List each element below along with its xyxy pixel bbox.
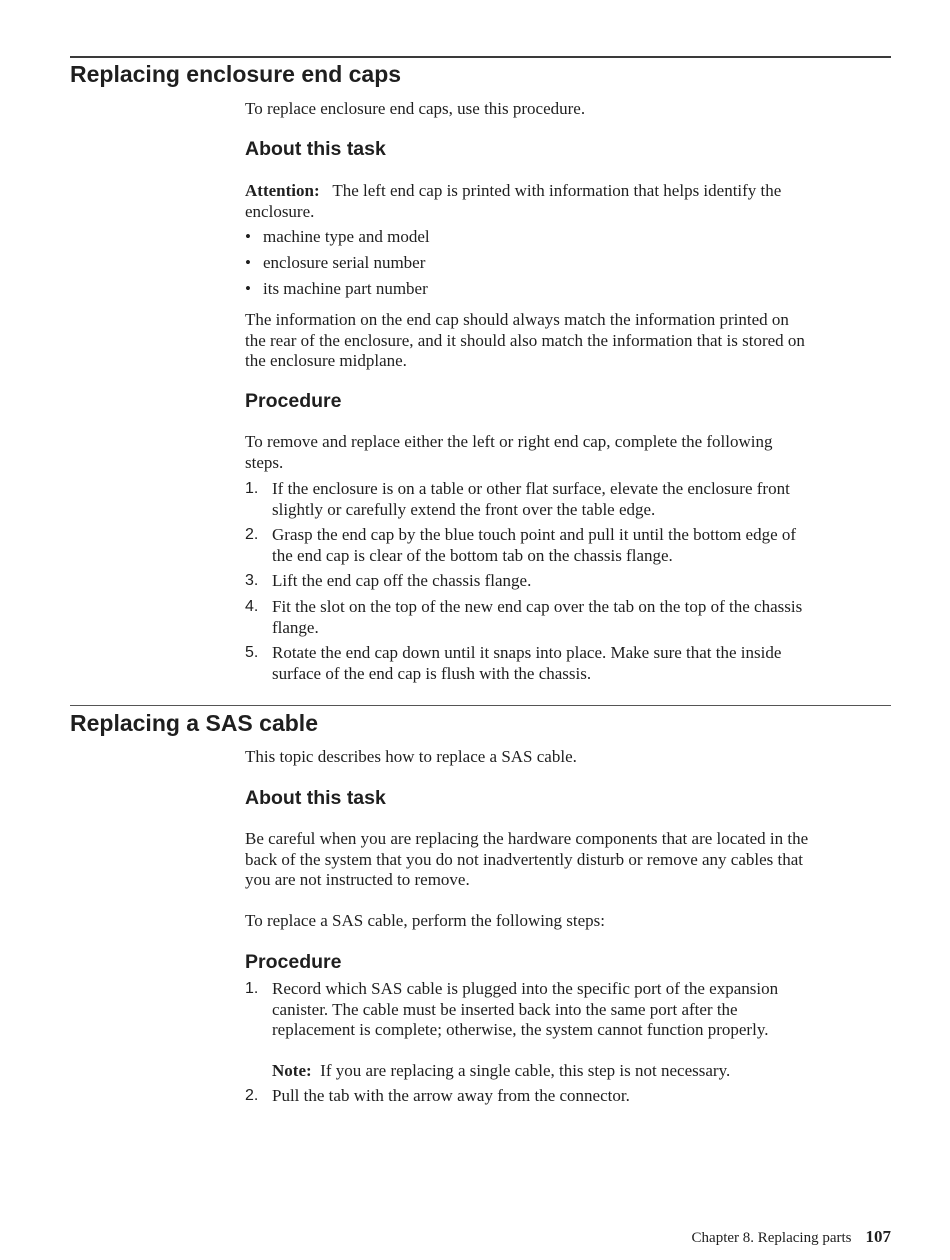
bullet-marker: • <box>245 253 251 272</box>
step-number: 1. <box>245 980 259 997</box>
paragraph-line: The information on the end cap should always match the information printed on <box>245 310 789 329</box>
paragraph-line: Be careful when you are replacing the hardware components that are located in the <box>245 829 809 848</box>
info-paragraph <box>245 310 893 372</box>
step-text: If the enclosure is on a table or other flat surface, elevate the enclosure front slightly or carefully extend the front over the table edge. <box>272 479 790 519</box>
section-title: Replacing a SAS cable <box>70 710 318 736</box>
bullet-marker: • <box>245 279 251 298</box>
step-number: 1. <box>245 480 259 497</box>
note-label: Note: <box>272 1061 312 1080</box>
bullet-marker: • <box>245 227 251 246</box>
paragraph-line: back of the system that you do not inadvertently disturb or remove any cables that <box>245 849 804 869</box>
note-text-wrapper <box>272 1061 730 1082</box>
step-number: 2. <box>245 1087 259 1104</box>
paragraph-line: To remove and replace either the left or right end cap, complete the following <box>245 432 773 451</box>
step-text: Grasp the end cap by the blue touch point and pull it until the bottom edge of the end cap is clear of the bottom tab on the chassis flange. <box>272 525 797 565</box>
paragraph-line: you are not instructed to remove. <box>245 870 470 890</box>
section-intro: To replace enclosure end caps, use this procedure. <box>245 99 586 118</box>
step-text: Record which SAS cable is plugged into the specific port of the expansion canister. The cable must be inserted back into the same port after the replacement is complete; otherwise, the system cannot function properly. <box>272 979 779 1040</box>
step-text: Lift the end cap off the chassis flange. <box>272 571 532 590</box>
caution-paragraph <box>245 829 893 891</box>
step-number: 3. <box>245 572 259 589</box>
step-number: 2. <box>245 526 259 543</box>
list-item <box>245 279 428 300</box>
step-text: Rotate the end cap down until it snaps into place. Make sure that the inside surface of the end cap is flush with the chassis. <box>272 643 782 683</box>
procedure-intro <box>245 432 893 473</box>
page-footer <box>692 1227 891 1247</box>
about-task-heading: About this task <box>245 138 386 160</box>
step-text: Pull the tab with the arrow away from the connector. <box>272 1086 630 1105</box>
section-title: Replacing enclosure end caps <box>70 61 402 87</box>
procedure-intro: To replace a SAS cable, perform the following steps: <box>245 911 605 930</box>
paragraph-line: the enclosure midplane. <box>245 351 407 371</box>
list-item <box>245 227 430 248</box>
step-number: 5. <box>245 644 259 661</box>
list-item-text: its machine part number <box>263 279 428 298</box>
page-number: 107 <box>865 1227 891 1246</box>
list-item-text: enclosure serial number <box>263 253 426 272</box>
step-number: 4. <box>245 598 259 615</box>
list-item-text: machine type and model <box>263 227 430 246</box>
section-divider <box>70 56 891 58</box>
section-divider <box>70 705 891 706</box>
about-task-heading: About this task <box>245 787 386 809</box>
procedure-heading: Procedure <box>245 951 342 973</box>
chapter-label: Chapter 8. Replacing parts <box>691 1230 852 1246</box>
paragraph-line: the rear of the enclosure, and it should also match the information that is stored on <box>245 330 805 350</box>
attention-label: Attention: <box>245 181 320 200</box>
section-intro: This topic describes how to replace a SAS cable. <box>245 747 577 766</box>
paragraph-line: steps. <box>245 452 284 472</box>
step-text: Fit the slot on the top of the new end cap over the tab on the top of the chassis flange. <box>272 597 803 637</box>
attention-text-continued: enclosure. <box>245 201 315 221</box>
list-item <box>245 253 425 274</box>
procedure-heading: Procedure <box>245 390 342 412</box>
attention-paragraph <box>245 181 893 222</box>
note-text: If you are replacing a single cable, this step is not necessary. <box>320 1061 731 1080</box>
attention-text: The left end cap is printed with information that helps identify the <box>332 181 782 200</box>
